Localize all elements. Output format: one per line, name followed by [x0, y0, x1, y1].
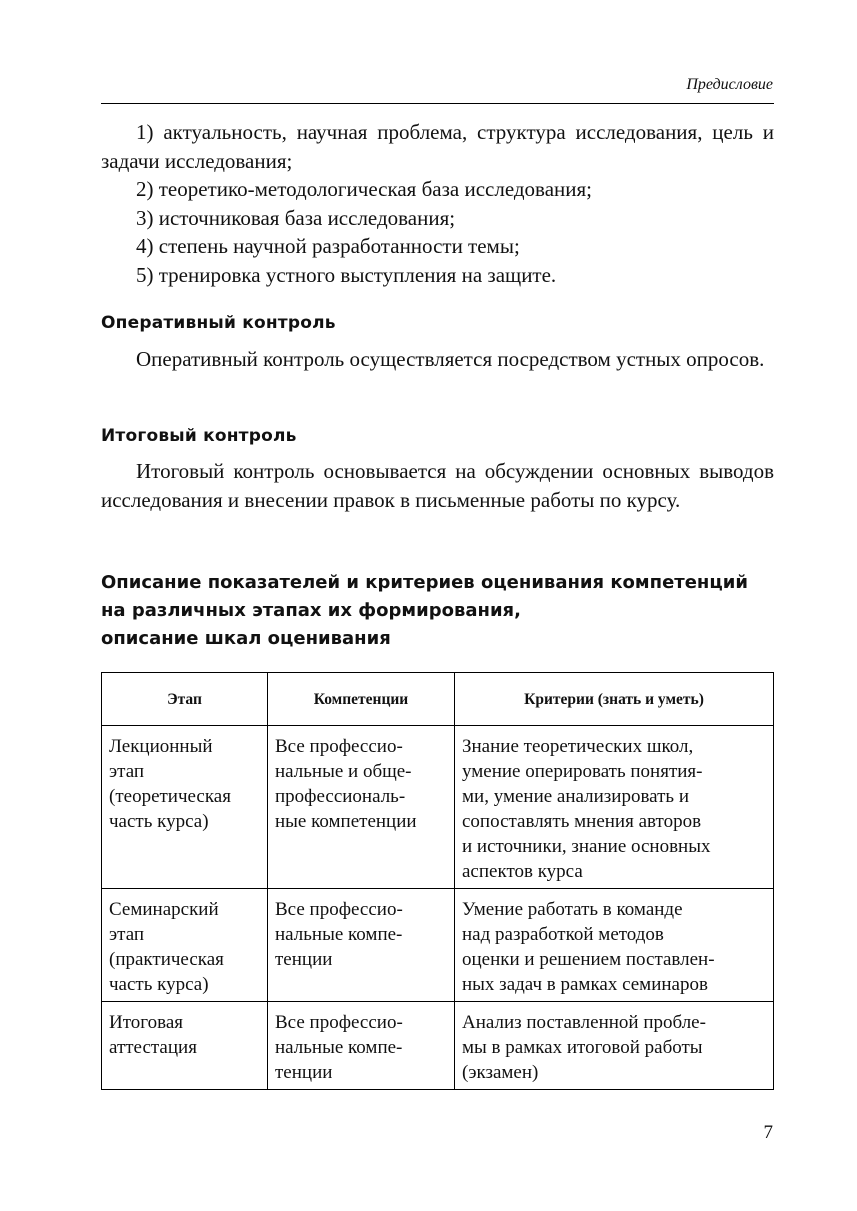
page-number: 7 [763, 1122, 773, 1143]
cell-line: Умение работать в команде [462, 899, 683, 920]
stage-cell [102, 726, 268, 889]
cell-line: (экзамен) [462, 1062, 539, 1083]
criteria-cell [455, 889, 774, 1002]
list-item: 4) степень научной разработанности темы; [136, 234, 520, 258]
cell-line: этап [109, 761, 145, 782]
header-cell-criteria: Критерии (знать и уметь) [455, 673, 774, 726]
cell-line: мы в рамках итоговой работы [462, 1037, 703, 1058]
cell-line: Знание теоретических школ, [462, 736, 694, 757]
header-rule [101, 103, 774, 104]
operational-control-heading: Оперативный контроль [101, 313, 336, 333]
paragraph: Итоговый контроль основывается на обсуждении основных выводов исследования и внесении правок в письменные работы по курсу. [101, 459, 774, 512]
section-title-line: описание шкал оценивания [101, 628, 391, 649]
cell-line: и источники, знание основных [462, 836, 711, 857]
list-item: 1) актуальность, научная проблема, структура исследования, цель и задачи исследования; [101, 120, 774, 173]
cell-line: часть курса) [109, 811, 209, 832]
cell-line: (практическая [109, 949, 224, 970]
cell-line: нальные компе- [275, 924, 403, 945]
cell-line: Анализ поставленной пробле- [462, 1012, 706, 1033]
section-title-line: Описание показателей и критериев оценивания компетенций [101, 572, 748, 593]
competencies-cell [268, 726, 455, 889]
cell-line: тенции [275, 949, 333, 970]
cell-line: умение оперировать понятия- [462, 761, 703, 782]
cell-line: (теоретическая [109, 786, 231, 807]
cell-line: аттестация [109, 1037, 197, 1058]
stage-cell [102, 1002, 268, 1090]
cell-line: ных задач в рамках семинаров [462, 974, 708, 995]
header-cell-stage: Этап [102, 673, 268, 726]
requirements-list [101, 118, 774, 289]
stage-cell [102, 889, 268, 1002]
running-head: Предисловие [686, 76, 773, 93]
cell-line: ные компетенции [275, 811, 417, 832]
cell-line: Семинарский [109, 899, 219, 920]
table-row [102, 726, 774, 889]
paragraph: Оперативный контроль осуществляется посредством устных опросов. [136, 347, 765, 371]
cell-line: Итоговая [109, 1012, 183, 1033]
cell-line: Все профессио- [275, 736, 403, 757]
criteria-cell [455, 1002, 774, 1090]
cell-line: сопоставлять мнения авторов [462, 811, 702, 832]
competency-table [101, 672, 774, 1090]
cell-line: Все профессио- [275, 899, 403, 920]
cell-line: этап [109, 924, 145, 945]
cell-line: ми, умение анализировать и [462, 786, 689, 807]
table-row [102, 1002, 774, 1090]
final-control-heading: Итоговый контроль [101, 426, 297, 446]
cell-line: над разработкой методов [462, 924, 664, 945]
section-title-line: на различных этапах их формирования, [101, 600, 521, 621]
list-item: 5) тренировка устного выступления на защите. [136, 262, 557, 287]
table-header-row [102, 673, 774, 726]
cell-line: часть курса) [109, 974, 209, 995]
cell-line: оценки и решением поставлен- [462, 949, 715, 970]
cell-line: аспектов курса [462, 861, 583, 882]
list-item: 2) теоретико-методологическая база исследования; [136, 177, 592, 201]
competencies-cell [268, 889, 455, 1002]
list-item: 3) источниковая база исследования; [136, 205, 456, 230]
header-cell-competencies: Компетенции [268, 673, 455, 726]
cell-line: нальные и обще- [275, 761, 412, 782]
competencies-cell [268, 1002, 455, 1090]
operational-control-text [101, 345, 774, 374]
cell-line: тенции [275, 1062, 333, 1083]
cell-line: Все профессио- [275, 1012, 403, 1033]
final-control-text [101, 457, 774, 514]
cell-line: Лекционный [109, 736, 213, 757]
section-title [101, 569, 801, 653]
criteria-cell [455, 726, 774, 889]
cell-line: профессиональ- [275, 786, 406, 807]
table-row [102, 889, 774, 1002]
cell-line: нальные компе- [275, 1037, 403, 1058]
